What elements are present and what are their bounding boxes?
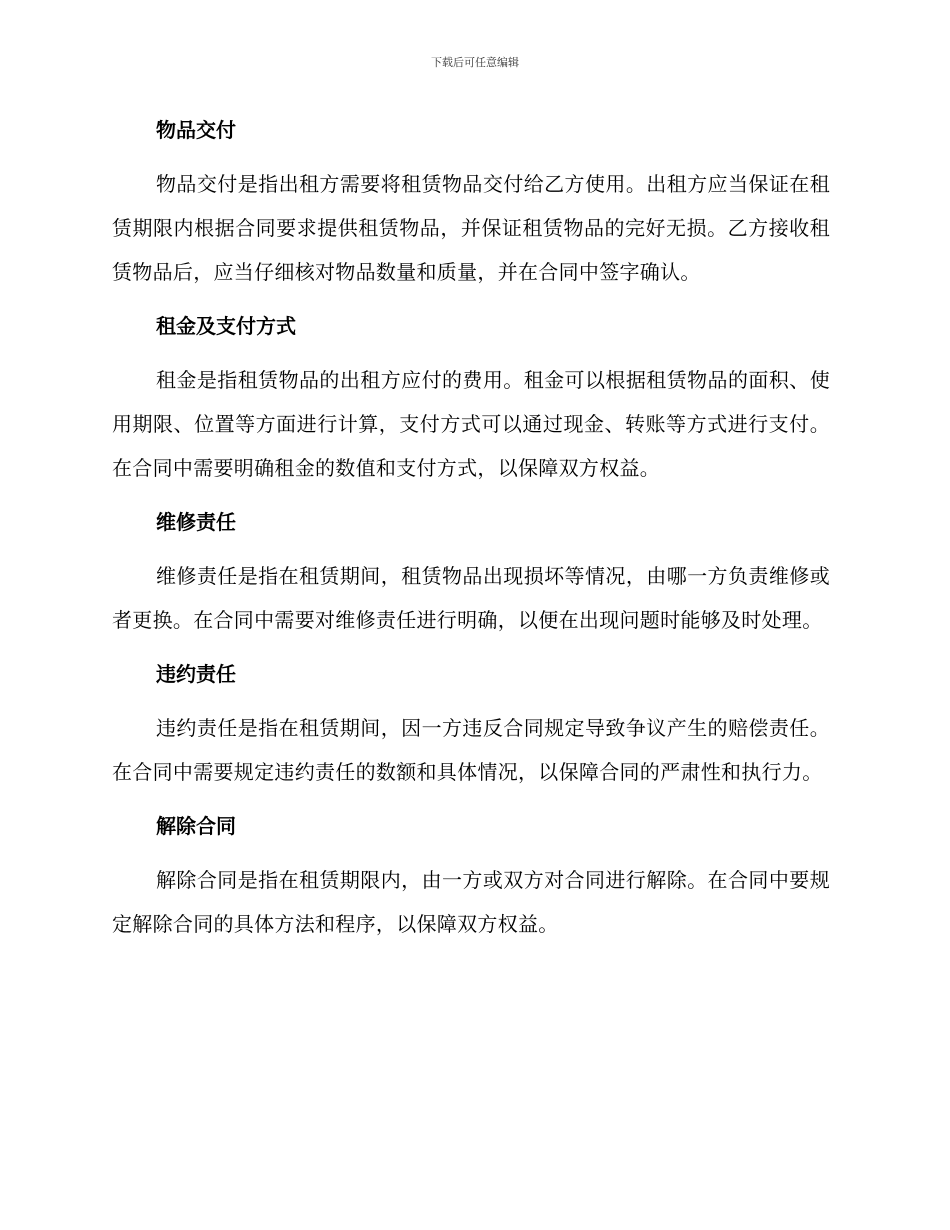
section-body-item-delivery: 物品交付是指出租方需要将租赁物品交付给乙方使用。出租方应当保证在租赁期限内根据合同要求提供租赁物品，并保证租赁物品的完好无损。乙方接收租赁物品后，应当仔细核对物品数量和质量，并在合同中签字确认。	[112, 172, 830, 284]
section-body-rent-payment: 租金是指租赁物品的出租方应付的费用。租金可以根据租赁物品的面积、使用期限、位置等方面进行计算，支付方式可以通过现金、转账等方式进行支付。在合同中需要明确租金的数值和支付方式，以保障双方权益。	[112, 368, 830, 480]
document-content	[112, 108, 830, 956]
section-body-termination: 解除合同是指在租赁期限内，由一方或双方对合同进行解除。在合同中要规定解除合同的具体方法和程序，以保障双方权益。	[112, 868, 830, 936]
page-header: 下载后可任意编辑	[431, 56, 519, 69]
section-title-maintenance: 维修责任	[156, 510, 236, 534]
section-title-rent-payment: 租金及支付方式	[156, 314, 296, 338]
section-title-breach: 违约责任	[156, 662, 236, 686]
section-body-maintenance: 维修责任是指在租赁期间，租赁物品出现损坏等情况，由哪一方负责维修或者更换。在合同中需要对维修责任进行明确，以便在出现问题时能够及时处理。	[112, 564, 830, 632]
section-body-breach: 违约责任是指在租赁期间，因一方违反合同规定导致争议产生的赔偿责任。在合同中需要规定违约责任的数额和具体情况，以保障合同的严肃性和执行力。	[112, 716, 830, 784]
section-title-termination: 解除合同	[156, 814, 236, 838]
section-title-item-delivery: 物品交付	[156, 118, 236, 142]
